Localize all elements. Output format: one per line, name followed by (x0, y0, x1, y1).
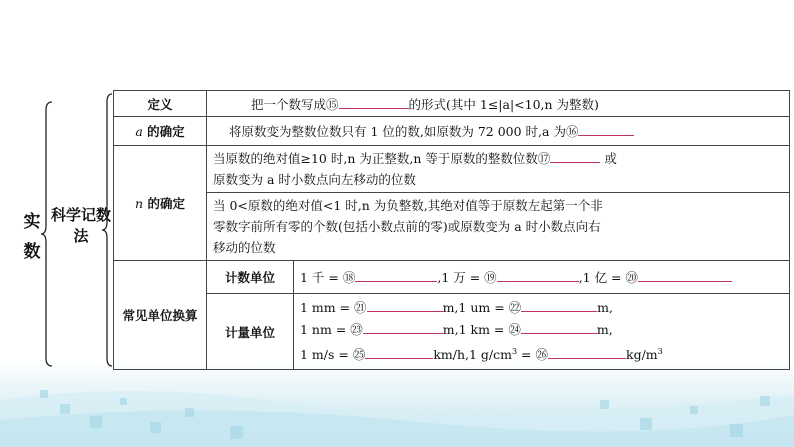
count-thousand: 1 千 = ⑱ (300, 270, 356, 285)
n-negative-line3: 移动的位数 (213, 240, 276, 255)
n-negative-row (114, 193, 790, 261)
a-determination-content (207, 117, 790, 146)
count-units-head: 计数单位 (207, 261, 294, 294)
blank-26[interactable] (548, 345, 626, 359)
count-hundred-million: ,1 亿 = ⑳ (578, 270, 639, 285)
definition-text-pre: 把一个数写成⑮ (251, 96, 339, 112)
blank-17[interactable] (550, 149, 600, 163)
scientific-notation-table (113, 90, 790, 370)
a-determination-row (114, 117, 790, 146)
n-negative-line1: 当 0<原数的绝对值<1 时,n 为负整数,其绝对值等于原数左起第一个非 (213, 198, 603, 213)
blank-15[interactable] (339, 95, 409, 109)
n-negative-content (207, 193, 790, 261)
definition-row (114, 91, 790, 117)
n-positive-line1-post: 或 (604, 151, 617, 166)
measure-line-1: 1 mm = ㉑ m,1 um = ㉒ m, (300, 300, 613, 315)
count-units-row (114, 261, 790, 294)
n-positive-line2: 原数变为 a 时小数点向左移动的位数 (213, 172, 416, 187)
count-units-content (294, 261, 790, 294)
blank-19[interactable] (497, 268, 579, 282)
definition-head: 定义 (114, 91, 207, 117)
blank-22[interactable] (521, 298, 597, 312)
measure-units-row (114, 294, 790, 370)
measure-line-3: 1 m/s = ㉕ km/h,1 $g/cm^3$ = ㉖ $kg/m^3$ (300, 347, 663, 363)
unit-conversion-head: 常见单位换算 (114, 261, 207, 370)
real-numbers-label: 实数 (23, 212, 41, 262)
blank-20[interactable] (638, 268, 732, 282)
blank-24[interactable] (521, 320, 597, 334)
a-determination-text: 将原数变为整数位数只有 1 位的数,如原数为 72 000 时,a 为⑯ (229, 124, 579, 139)
blank-16[interactable] (578, 122, 634, 136)
scientific-notation-label: 科学记数法 (50, 206, 111, 245)
blank-18[interactable] (355, 268, 437, 282)
definition-text-post: 的形式(其中 1≤|a|<10,n 为整数) (408, 96, 599, 112)
a-determination-head: a 的确定 (114, 117, 207, 146)
n-determination-head: n 的确定 (114, 146, 207, 261)
measure-units-content (294, 294, 790, 370)
n-positive-content (207, 146, 790, 193)
definition-content (207, 91, 790, 117)
blank-25[interactable] (365, 345, 433, 359)
n-positive-line1-pre: 当原数的绝对值≥10 时,n 为正整数,n 等于原数的整数位数⑰ (213, 151, 551, 166)
count-ten-thousand: ,1 万 = ⑲ (437, 270, 497, 285)
measure-line-2: 1 nm = ㉓ m,1 km = ㉔ m, (300, 322, 613, 337)
n-negative-line2: 零数字前所有零的个数(包括小数点前的零)或原数变为 a 时小数点向右 (213, 219, 601, 234)
blank-23[interactable] (363, 320, 443, 334)
inner-brace (101, 92, 113, 368)
n-positive-row (114, 146, 790, 193)
measure-units-head: 计量单位 (207, 294, 294, 370)
decorative-background (0, 360, 794, 447)
blank-21[interactable] (367, 298, 443, 312)
